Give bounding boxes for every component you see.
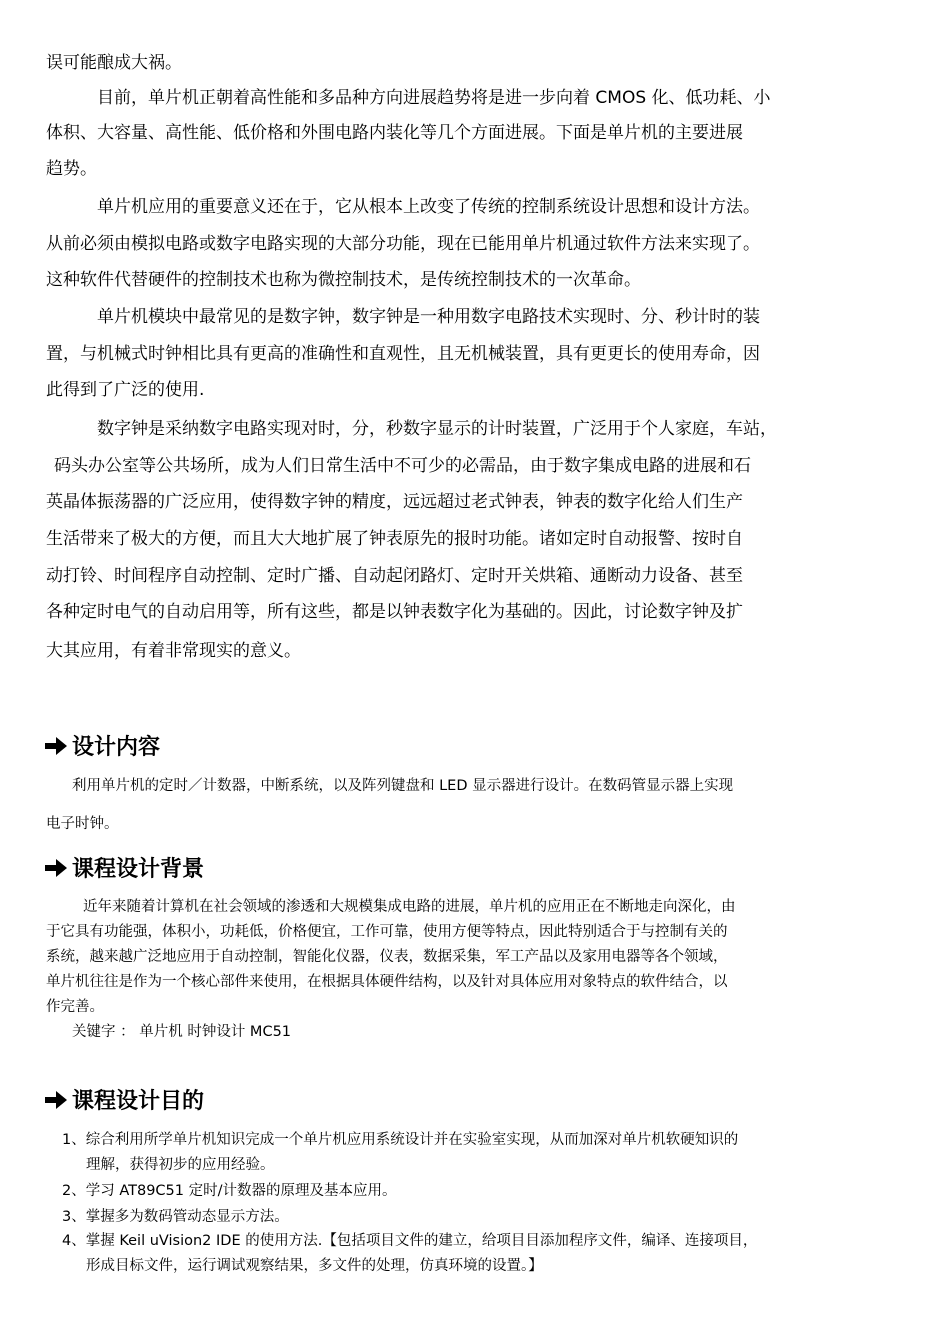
paragraph-line: 数字钟是采纳数字电路实现对时，分，秒数字显示的计时装置，广泛用于个人家庭，车站，: [97, 419, 777, 439]
section-line: 于它具有功能强，体积小，功耗低，价格便宜，工作可靠，使用方便等特点，因此特别适合于与控制有关的: [46, 924, 728, 940]
section-line: 作完善。: [46, 999, 104, 1015]
section-heading-background: [44, 856, 204, 884]
list-item-continuation: 形成目标文件，运行调试观察结果，多文件的处理，仿真环境的设置。】: [86, 1258, 543, 1274]
paragraph-line: 英晶体振荡器的广泛应用，使得数字钟的精度，远远超过老式钟表，钟表的数字化给人们生产: [46, 492, 743, 512]
paragraph-line: 大其应用，有着非常现实的意义。: [46, 641, 301, 661]
paragraph-line: 此得到了广泛的使用.: [46, 380, 205, 400]
paragraph-line: 置，与机械式时钟相比具有更高的准确性和直观性，且无机械装置，具有更更长的使用寿命，因: [46, 344, 760, 364]
section-line: 电子时钟。: [46, 816, 119, 832]
arrow-right-icon: [44, 1088, 72, 1116]
arrow-right-icon: [44, 856, 72, 884]
paragraph-line: 这种软件代替硬件的控制技术也称为微控制技术，是传统控制技术的一次革命。: [46, 270, 641, 290]
section-heading-purpose: [44, 1088, 204, 1116]
paragraph-line: 体积、大容量、高性能、低价格和外围电路内装化等几个方面进展。下面是单片机的主要进展: [46, 123, 743, 143]
list-item-continuation: 理解，获得初步的应用经验。: [86, 1157, 275, 1173]
arrow-right-icon: [44, 734, 72, 762]
list-item: 1、综合利用所学单片机知识完成一个单片机应用系统设计并在实验室实现，从而加深对单片机软硬知识的: [62, 1132, 739, 1148]
list-item: 2、学习 AT89C51 定时/计数器的原理及基本应用。: [62, 1183, 397, 1199]
list-item: 3、掌握多为数码管动态显示方法。: [62, 1209, 289, 1225]
section-title: 设计内容: [72, 735, 161, 760]
paragraph-line: 目前，单片机正朝着高性能和多品种方向进展趋势将是进一步向着 CMOS 化、低功耗、小: [97, 88, 771, 108]
paragraph-line: 误可能酿成大祸。: [46, 53, 182, 73]
paragraph-line: 趋势。: [46, 159, 97, 179]
section-line: 系统，越来越广泛地应用于自动控制，智能化仪器，仪表，数据采集，军工产品以及家用电器等各个领域，: [46, 949, 728, 965]
section-title: 课程设计背景: [72, 857, 205, 882]
keywords-line: 关键字 ： 单片机 时钟设计 MC51: [72, 1024, 292, 1040]
section-title: 课程设计目的: [72, 1089, 205, 1114]
paragraph-line: 从前必须由模拟电路或数字电路实现的大部分功能，现在已能用单片机通过软件方法来实现了。: [46, 234, 760, 254]
paragraph-line: 单片机应用的重要意义还在于，它从根本上改变了传统的控制系统设计思想和设计方法。: [97, 197, 760, 217]
section-heading-design-content: [44, 734, 160, 762]
paragraph-line: 动打铃、时间程序自动控制、定时广播、自动起闭路灯、定时开关烘箱、通断动力设备、甚至: [46, 566, 743, 586]
section-line: 近年来随着计算机在社会领域的渗透和大规模集成电路的进展，单片机的应用正在不断地走向深化，由: [83, 899, 736, 915]
section-line: 单片机往往是作为一个核心部件来使用，在根据具体硬件结构，以及针对具体应用对象特点的软件结合，以: [46, 974, 728, 990]
list-item: 4、掌握 Keil uVision2 IDE 的使用方法.【包括项目文件的建立，给项目目添加程序文件，编译、连接项目，: [62, 1233, 758, 1249]
paragraph-line: 各种定时电气的自动启用等，所有这些，都是以钟表数字化为基础的。因此，讨论数字钟及扩: [46, 602, 743, 622]
section-line: 利用单片机的定时／计数器，中断系统，以及阵列键盘和 LED 显示器进行设计。在数码管显示器上实现: [72, 778, 734, 794]
paragraph-line: 码头办公室等公共场所，成为人们日常生活中不可少的必需品，由于数字集成电路的进展和石: [54, 456, 751, 476]
paragraph-line: 生活带来了极大的方便，而且大大地扩展了钟表原先的报时功能。诸如定时自动报警、按时自: [46, 529, 743, 549]
paragraph-line: 单片机模块中最常见的是数字钟，数字钟是一种用数字电路技术实现时、分、秒计时的装: [97, 307, 760, 327]
